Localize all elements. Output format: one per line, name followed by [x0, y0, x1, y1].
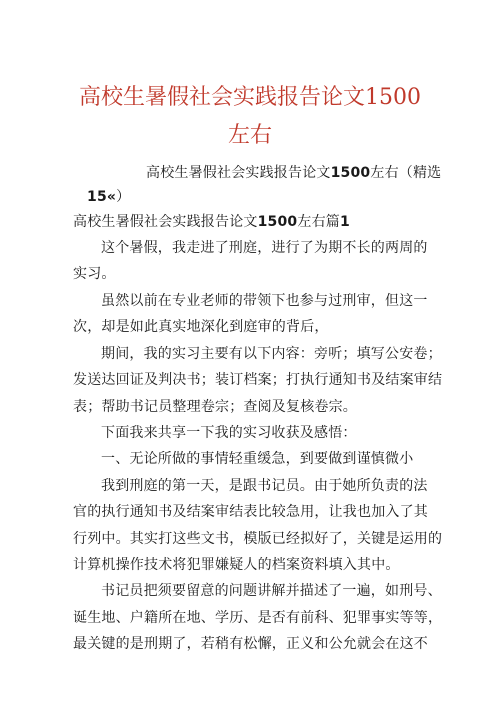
- document-title-line-1: 高校生暑假社会实践报告论文1500: [79, 85, 421, 110]
- body-line: 计算机操作技术将犯罪嫌疑人的档案资料填入其中。: [73, 557, 400, 573]
- section-heading-number: 1500: [257, 214, 298, 230]
- subtitle-count: 15«: [87, 189, 117, 205]
- body-line: 实习。: [73, 266, 116, 282]
- document-title-line-2: 左右: [227, 123, 272, 148]
- body-line: 我到刑庭的第一天，是跟书记员。由于她所负责的法: [101, 478, 428, 494]
- body-line: 次，却是如此真实地深化到庭审的背后，: [73, 319, 329, 335]
- body-line: 发送达回证及判决书；装订档案；打执行通知书及结案审结: [73, 372, 443, 388]
- subtitle-prefix: 高校生暑假社会实践报告论文: [146, 165, 331, 181]
- body-line: 诞生地、户籍所在地、学历、是否有前科、犯罪事实等等，: [73, 610, 443, 626]
- subtitle-suffix: 左右（精选: [370, 165, 442, 181]
- body-line: 期间，我的实习主要有以下内容：旁听；填写公安卷；: [101, 346, 442, 362]
- subtitle-line: [146, 163, 441, 183]
- section-heading-prefix: 高校生暑假社会实践报告论文: [73, 214, 258, 230]
- body-line: 一、无论所做的事情轻重缓急，到要做到谨慎微小: [101, 451, 414, 467]
- body-line: 行列中。其实打这些文书，模版已经拟好了，关键是运用的: [73, 531, 443, 547]
- subtitle-line-2: [87, 187, 130, 207]
- subtitle-number: 1500: [330, 165, 371, 181]
- section-heading-index: 1: [339, 214, 350, 230]
- body-line: 官的执行通知书及结案审结表比较急用，让我也加入了其: [73, 504, 428, 520]
- section-heading: [73, 212, 350, 232]
- section-heading-suffix: 左右篇: [297, 214, 340, 230]
- body-line: 虽然以前在专业老师的带领下也参与过刑审，但这一: [101, 293, 428, 309]
- subtitle-close: ）: [116, 189, 131, 205]
- body-line: 表；帮助书记员整理卷宗；查阅及复核卷宗。: [73, 399, 357, 415]
- body-line: 下面我来共享一下我的实习收获及感悟：: [101, 425, 357, 441]
- body-line: 书记员把须要留意的问题讲解并描述了一遍，如刑号、: [101, 583, 442, 599]
- body-line: 这个暑假，我走进了刑庭，进行了为期不长的两周的: [101, 240, 428, 256]
- body-line: 最关键的是刑期了，若稍有松懈，正义和公允就会在这不: [73, 636, 428, 652]
